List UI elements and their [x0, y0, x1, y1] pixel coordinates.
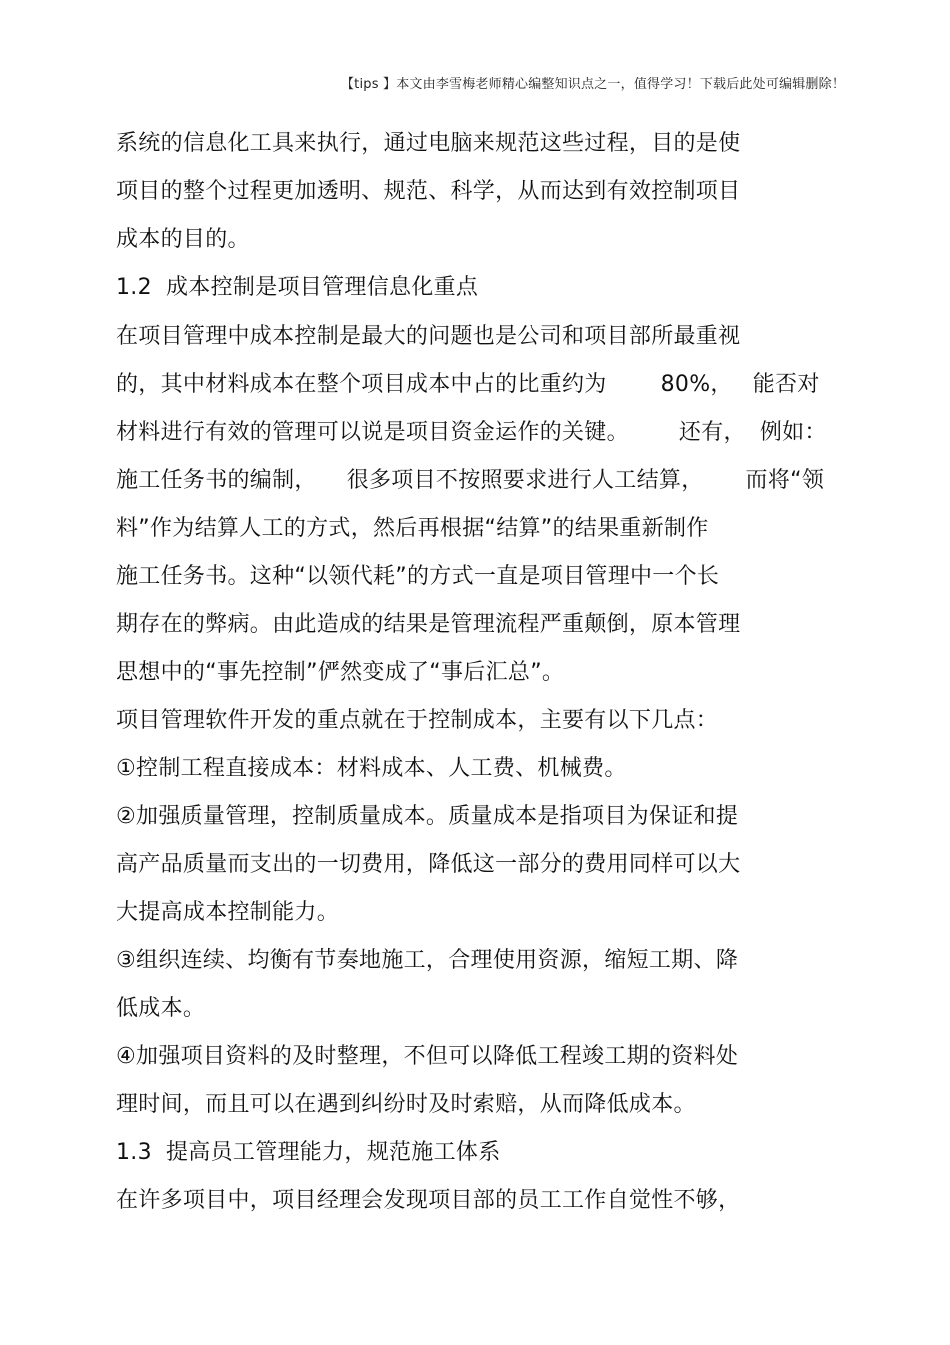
paragraph-line-1: 系统的信息化工具来执行，通过电脑来规范这些过程，目的是使: [116, 131, 741, 156]
tips-text: 【tips 】本文由李雪梅老师精心编整知识点之一，值得学习！下载后此处可编辑删除！: [340, 77, 846, 92]
page-header-tips: [0, 73, 950, 92]
line-6-part-c: 能否对: [752, 372, 820, 397]
paragraph-line-23: 在许多项目中，项目经理会发现项目部的员工工作自觉性不够，: [116, 1188, 741, 1213]
list-item-3-line-1: ③组织连续、均衡有节奏地施工，合理使用资源，缩短工期、降: [116, 948, 739, 973]
line-7-part-a: 材料进行有效的管理可以说是项目资金运作的关键。: [116, 420, 629, 445]
list-item-3-line-2: 低成本。: [116, 996, 206, 1021]
line-7-part-c: 例如：: [759, 420, 827, 445]
list-item-1: ①控制工程直接成本：材料成本、人工费、机械费。: [116, 756, 627, 781]
list-item-4-line-2: 理时间，而且可以在遇到纠纷时及时索赔，从而降低成本。: [116, 1092, 696, 1117]
paragraph-line-13: 项目管理软件开发的重点就在于控制成本，主要有以下几点：: [116, 708, 719, 733]
line-8-part-b: 很多项目不按照要求进行人工结算，: [346, 468, 704, 493]
paragraph-line-8: [116, 466, 824, 496]
section-title: 提高员工管理能力，规范施工体系: [166, 1140, 501, 1165]
section-heading-1-2: [116, 273, 478, 303]
list-item-4-line-1: ④加强项目资料的及时整理，不但可以降低工程竣工期的资料处: [116, 1044, 739, 1069]
line-7-part-b: 还有，: [678, 420, 746, 445]
list-item-2-line-2: 高产品质量而支出的一切费用，降低这一部分的费用同样可以大: [116, 852, 741, 877]
line-6-part-a: 的，其中材料成本在整个项目成本中占的比重约为: [116, 372, 607, 397]
paragraph-line-5: 在项目管理中成本控制是最大的问题也是公司和项目部所最重视: [116, 324, 741, 349]
list-item-2-line-1: ②加强质量管理，控制质量成本。质量成本是指项目为保证和提: [116, 804, 739, 829]
line-8-part-a: 施工任务书的编制，: [116, 468, 317, 493]
section-number: 1.2: [116, 275, 152, 300]
paragraph-line-7: [116, 418, 827, 448]
paragraph-line-12: 思想中的“事先控制”俨然变成了“事后汇总”。: [116, 660, 565, 685]
line-6-percentage: 80%，: [660, 372, 733, 397]
paragraph-line-11: 期存在的弊病。由此造成的结果是管理流程严重颠倒，原本管理: [116, 612, 741, 637]
list-item-2-line-3: 大提高成本控制能力。: [116, 900, 340, 925]
paragraph-line-10: 施工任务书。这种“以领代耗”的方式一直是项目管理中一个长: [116, 564, 720, 589]
section-heading-1-3: [116, 1138, 501, 1168]
paragraph-line-9: 料”作为结算人工的方式，然后再根据“结算”的结果重新制作: [116, 516, 709, 541]
line-8-part-c: 而将“领: [745, 468, 825, 493]
section-title: 成本控制是项目管理信息化重点: [166, 275, 479, 300]
paragraph-line-2: 项目的整个过程更加透明、规范、科学，从而达到有效控制项目: [116, 179, 741, 204]
paragraph-line-6: [116, 370, 820, 400]
section-number: 1.3: [116, 1140, 152, 1165]
paragraph-line-3: 成本的目的。: [116, 227, 250, 252]
